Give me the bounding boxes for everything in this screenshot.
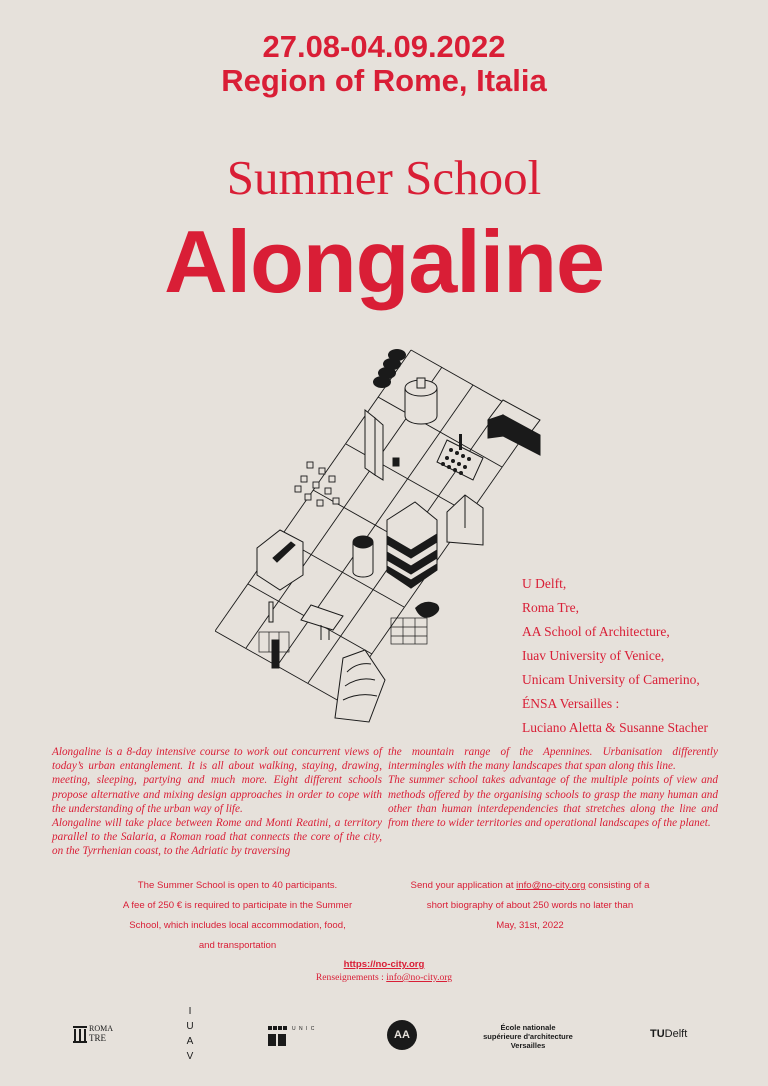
- subtitle-summer-school: Summer School: [226, 150, 542, 205]
- stripe-box-object: [257, 530, 303, 590]
- mound-object: [335, 650, 385, 722]
- unicam-logo: [268, 1026, 338, 1046]
- unicam-emblem-icon: [268, 1026, 290, 1046]
- black-post-object: [269, 602, 279, 668]
- partner-item: Iuav University of Venice,: [522, 648, 665, 663]
- iuav-logo: [180, 1004, 200, 1064]
- scattered-cubes-object: [295, 462, 339, 506]
- description-left-column: [52, 745, 382, 859]
- capsule-object: [353, 536, 373, 577]
- roma-tre-text-top: ROMA: [89, 1024, 114, 1033]
- cylinder-object: [405, 378, 437, 424]
- participation-info: [80, 876, 395, 956]
- unicam-text: U N I C: [292, 1026, 316, 1032]
- striped-block-object: [387, 502, 437, 588]
- black-box-object: [488, 400, 540, 455]
- tall-slab-object: [365, 410, 399, 480]
- contact-label: Renseignements :: [315, 972, 387, 983]
- tu-delft-mark: TU: [650, 1028, 665, 1040]
- iuav-letter: I: [188, 1006, 192, 1017]
- isometric-grid-illustration: [215, 340, 555, 740]
- ensa-line: Versailles: [510, 1041, 546, 1050]
- partner-item: AA School of Architecture,: [522, 624, 670, 639]
- description-paragraph: The summer school takes advantage of the multiple points of view and methods offered by the organising schools to grasp the many human and other than human interdependencies that stretches along the line and from there to wider territories and operational landscapes of the planet.: [388, 774, 718, 830]
- dotted-field-object: [437, 434, 483, 480]
- partner-item: Luciano Aletta & Susanne Stacher: [522, 720, 708, 735]
- info-line: and transportation: [198, 940, 277, 951]
- aa-school-logo: AA: [387, 1020, 417, 1050]
- ensa-line: supérieure d'architecture: [483, 1032, 573, 1041]
- contact-block: [0, 958, 768, 984]
- website-link[interactable]: https://no-city.org: [343, 959, 425, 970]
- event-dates-block: [0, 30, 768, 98]
- description-paragraph: Alongaline is a 8-day intensive course to work out concurrent views of today’s urban entanglement. It is all about walking, staying, drawing, meeting, sleeping, partying and much more. Eight different schools propose alternative and mixing design approaches in order to cope with the understanding of the urban way of life.: [52, 746, 382, 815]
- description-paragraph: Alongaline will take place between Rome and Monti Reatini, a territory parallel to the Salaria, a Roman road that connects the core of the city, on the Tyrrhenian coast, to the Adriatic by traversing: [52, 817, 382, 858]
- tile-grid-object: [259, 618, 427, 652]
- partner-item: Roma Tre,: [522, 600, 580, 615]
- info-line: short biography of about 250 words no later than: [426, 900, 634, 911]
- application-email-link[interactable]: info@no-city.org: [516, 880, 586, 891]
- info-text: consisting of a: [585, 880, 650, 891]
- info-line: May, 31st, 2022: [496, 920, 564, 931]
- tu-delft-logo: [650, 1026, 687, 1042]
- iuav-letter: V: [186, 1051, 194, 1062]
- event-location: Region of Rome, Italia: [221, 63, 547, 98]
- black-blob-object: [415, 602, 439, 618]
- iuav-letter: A: [186, 1036, 194, 1047]
- roma-tre-emblem-icon: [72, 1024, 88, 1044]
- partner-item: U Delft,: [522, 576, 567, 591]
- roma-tre-text-bottom: TRE: [89, 1033, 106, 1043]
- stacked-discs-object: [373, 349, 406, 388]
- info-line: School, which includes local accommodation, food,: [129, 920, 346, 931]
- description-right-column: [388, 745, 718, 830]
- info-line: A fee of 250 € is required to participate in the Summer: [122, 900, 353, 911]
- info-text: Send your application at: [410, 880, 517, 891]
- description-paragraph: the mountain range of the Apennines. Urbanisation differently intermingles with the many landscapes that span along this line.: [388, 746, 718, 773]
- info-line: The Summer School is open to 40 participants.: [137, 880, 338, 891]
- partners-list: [522, 572, 708, 740]
- ensa-versailles-logo: [470, 1023, 586, 1050]
- application-info: [380, 876, 680, 936]
- title-alongaline: Alongaline: [164, 212, 604, 311]
- tu-delft-text: Delft: [664, 1028, 688, 1040]
- grid-lines: [215, 350, 535, 701]
- partner-item: ÉNSA Versailles :: [522, 696, 620, 711]
- info-line: [380, 876, 680, 896]
- contact-email-link[interactable]: info@no-city.org: [386, 972, 453, 983]
- partner-item: Unicam University of Camerino,: [522, 672, 700, 687]
- ensa-line: École nationale: [500, 1023, 556, 1032]
- iuav-letter: U: [186, 1021, 194, 1032]
- roma-tre-logo: [72, 1024, 116, 1046]
- event-dates: 27.08-04.09.2022: [262, 29, 506, 64]
